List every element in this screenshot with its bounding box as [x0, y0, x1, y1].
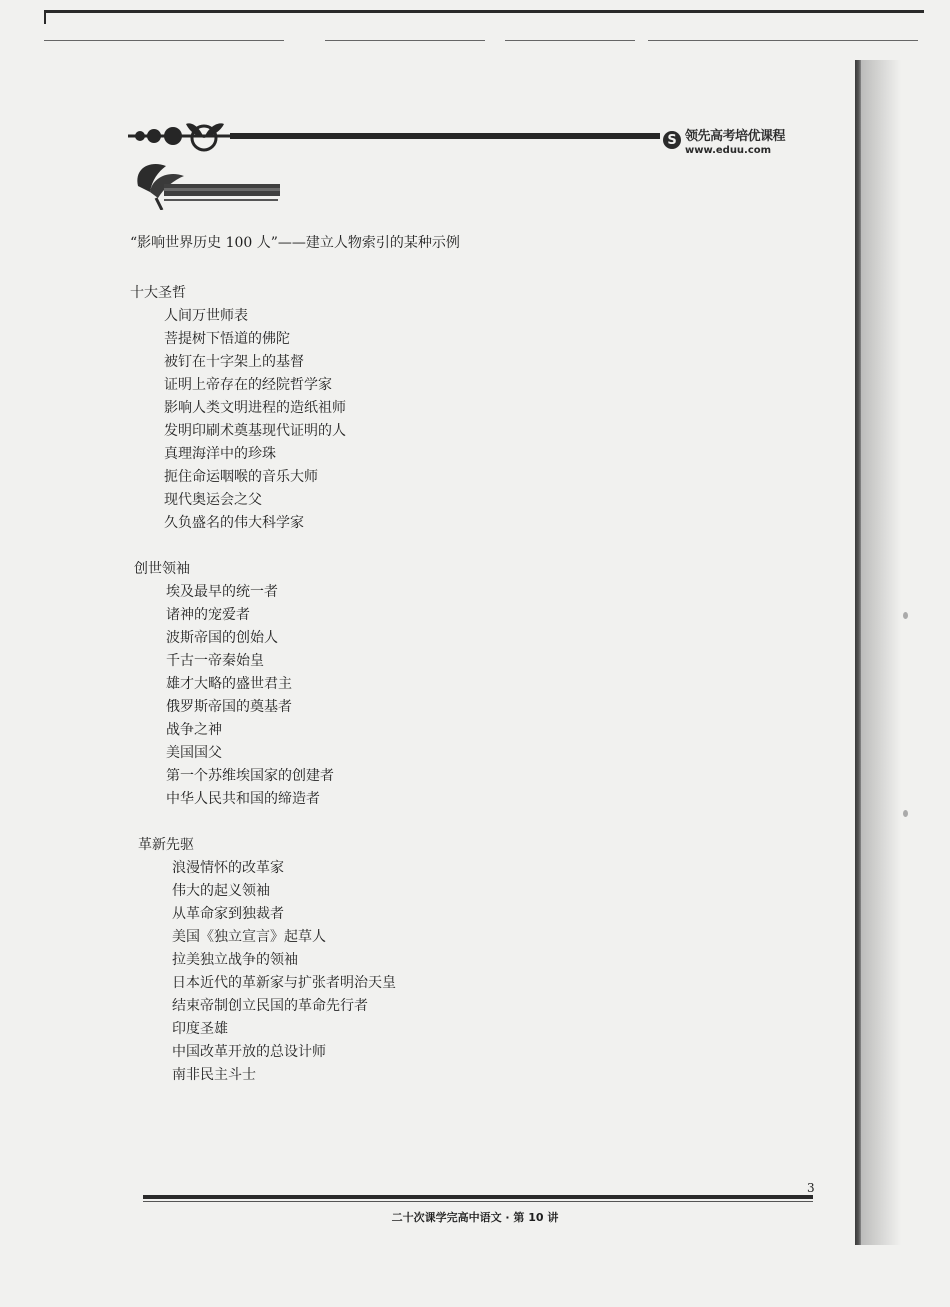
scan-dash [325, 40, 485, 41]
footer-rule [143, 1195, 813, 1199]
group-heading: 革新先驱 [138, 837, 194, 853]
list-item: 日本近代的革新家与扩张者明治天皇 [172, 975, 396, 991]
list-item: 南非民主斗士 [172, 1067, 256, 1083]
list-item: 证明上帝存在的经院哲学家 [164, 377, 332, 393]
list-item: 发明印刷术奠基现代证明的人 [164, 423, 346, 439]
list-item: 波斯帝国的创始人 [166, 630, 278, 646]
list-item: 拉美独立战争的领袖 [172, 952, 298, 968]
list-item: 诸神的宠爱者 [166, 607, 250, 623]
list-item: 菩提树下悟道的佛陀 [164, 331, 290, 347]
list-item: 伟大的起义领袖 [172, 883, 270, 899]
list-item: 久负盛名的伟大科学家 [164, 515, 304, 531]
list-item: 影响人类文明进程的造纸祖师 [164, 400, 346, 416]
scan-dash [505, 40, 635, 41]
list-item: 中华人民共和国的缔造者 [166, 791, 320, 807]
list-item: 印度圣雄 [172, 1021, 228, 1037]
group-heading: 创世领袖 [134, 561, 190, 577]
brand-name: 领先高考培优课程 [685, 128, 786, 144]
list-item: 从革命家到独裁者 [172, 906, 284, 922]
section-leaf-badge-icon [128, 158, 288, 210]
footer-rule-thin [143, 1201, 813, 1202]
document-title: “影响世界历史 100 人”——建立人物索引的某种示例 [130, 235, 460, 251]
brand-logo-icon: S [663, 131, 681, 149]
header-rule [230, 133, 660, 139]
list-item: 雄才大略的盛世君主 [166, 676, 292, 692]
group-heading: 十大圣哲 [130, 285, 186, 301]
list-item: 扼住命运咽喉的音乐大师 [164, 469, 318, 485]
list-item: 第一个苏维埃国家的创建者 [166, 768, 334, 784]
scan-edge-top [44, 10, 924, 13]
brand-header [663, 125, 785, 155]
list-item: 现代奥运会之父 [164, 492, 262, 508]
list-item: 人间万世师表 [164, 308, 248, 324]
page-number: 3 [807, 1181, 815, 1195]
list-item: 结束帝制创立民国的革命先行者 [172, 998, 368, 1014]
list-item: 浪漫情怀的改革家 [172, 860, 284, 876]
list-item: 美国国父 [166, 745, 222, 761]
scan-edge-corner [44, 10, 46, 24]
list-item: 真理海洋中的珍珠 [164, 446, 276, 462]
scan-dash [44, 40, 284, 41]
list-item: 中国改革开放的总设计师 [172, 1044, 326, 1060]
list-item: 被钉在十字架上的基督 [164, 354, 304, 370]
scan-speck [903, 810, 908, 817]
list-item: 千古一帝秦始皇 [166, 653, 264, 669]
list-item: 俄罗斯帝国的奠基者 [166, 699, 292, 715]
list-item: 埃及最早的统一者 [166, 584, 278, 600]
list-item: 美国《独立宣言》起草人 [172, 929, 326, 945]
list-item: 战争之神 [166, 722, 222, 738]
scan-dash [648, 40, 918, 41]
scan-speck [903, 612, 908, 619]
footer-caption: 二十次课学完高中语文 · 第 10 讲 [391, 1211, 559, 1224]
binding-shadow [861, 60, 901, 1245]
header-ornament-icon [128, 118, 238, 158]
brand-url: www.eduu.com [685, 144, 772, 156]
